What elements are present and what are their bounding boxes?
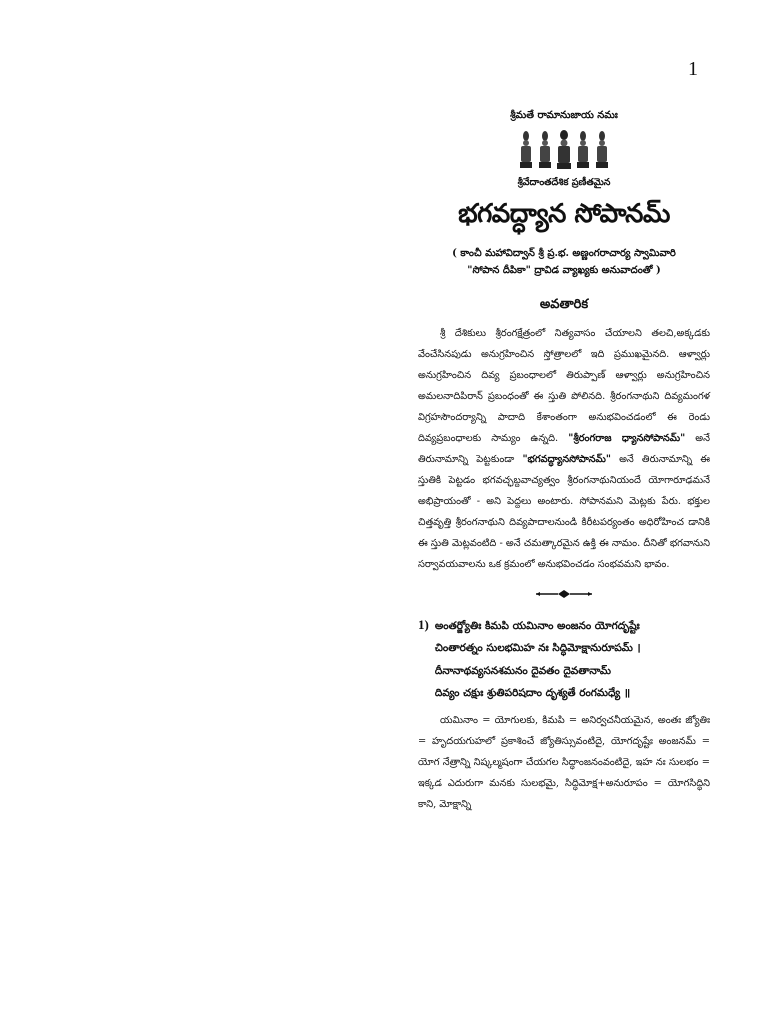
- deity-figure-icon: [594, 130, 610, 170]
- verse-line: అంతర్జ్యోతిః కిమపి యమినాం అంజనం యోగదృష్టేః: [434, 620, 640, 633]
- deity-figure-icon: [518, 130, 534, 170]
- intro-heading: అవతారిక: [539, 296, 589, 312]
- page-number: 1: [688, 58, 698, 80]
- ornament-icon: [536, 589, 592, 599]
- page-content: [418, 108, 710, 825]
- deity-figure-icon: [537, 130, 553, 170]
- verse-line: దివ్యం చక్షుః శ్రుతిపరిషదాం దృశ్యతే రంగమధ్యే ॥: [434, 686, 631, 699]
- verse-line: దీనానాథవ్యసనశమనం దైవతం దైవతానామ్: [434, 664, 611, 677]
- verse-line: చింతారత్నం సులభమిహ నః సిద్ధిమోక్షానురూపమ్ ।: [434, 642, 641, 655]
- intro-bold-2: "భగవద్ధ్యానసోపానమ్": [522, 454, 611, 466]
- subtitle-line-1: ( కాంచీ మహావిద్వాన్ శ్రీ ప్ర.భ. అణ్ణంగరాచార్య స్వామివారి: [452, 247, 676, 259]
- tagline: శ్రీవేదాంతదేశిక ప్రణీతమైన: [517, 176, 611, 188]
- deity-illustration: [418, 130, 710, 170]
- verse-number: 1): [418, 617, 429, 633]
- verse-1: [418, 615, 710, 703]
- verse-meaning: యమినాం = యోగులకు, కిమపి = అనిర్వచనీయమైన, అంతః జ్యోతిః = హృదయగుహలో ప్రకాశించే జ్యోతిస్సువంటిదై, యోగదృష్టేః అంజనమ్ = యోగ నేత్రాన్ని నిష్కల్మషంగా చేయగల సిద్ధాంజనంవంటిదై, ఇహ నః సులభం = ఇక్కడ ఎదురుగా మనకు సులభమై, సిద్ధిమోక్ష+అనురూపం = యోగసిద్ధిని కాని, మోక్షాన్ని: [418, 714, 710, 810]
- verse-lines: [435, 615, 641, 703]
- divider-ornament: [418, 589, 710, 599]
- deity-figure-icon: [575, 130, 591, 170]
- invocation: శ్రీమతే రామానుజాయ నమః: [510, 110, 618, 121]
- intro-text-2: అనే తిరునామాన్ని పెట్టకుండా: [418, 432, 710, 466]
- intro-text-3: అనే తిరునామాన్ని ఈ స్తుతికి పెట్టడం భగవచ్ఛబ్దవాచ్యత్వం శ్రీరంగనాథునియందే యోగారూఢమనే అభిప్రాయంతో - అని పెద్దలు అంటారు. సోపానమని మెట్లకు పేరు. భక్తుల చిత్తవృత్తి శ్రీరంగనాథుని దివ్యపాదాలనుండి కిరీటపర్యంతం అధిరోహించ డానికి ఈ స్తుతి మెట్లవంటిది - అనే చమత్కారమైన ఉక్తి ఈ నామం. దీనితో భగవానుని సర్వావయవాలను ఒక క్రమంలో అనుభవించడం సంభవమని భావం.: [418, 454, 710, 571]
- deity-figure-icon: [556, 130, 572, 170]
- subtitle-line-2: "సోపాన దీపికా" ద్రావిడ వ్యాఖ్యకు అనువాదంతో ): [467, 264, 661, 276]
- intro-paragraph: [418, 323, 710, 576]
- intro-text-1: శ్రీ దేశికులు శ్రీరంగక్షేత్రంలో నిత్యవాసం చేయాలని తలచి,అక్కడకు వేంచేసినపుడు అనుగ్రహించిన స్తోత్రాలలో ఇది ప్రముఖమైనది. ఆళ్వార్లు అనుగ్రహించిన దివ్య ప్రబంధాలలో తిరుప్పాణ్ ఆళ్వార్లు అనుగ్రహించిన అమలనాదిపిరాన్ ప్రబంధంతో ఈ స్తుతి పోలినది. శ్రీరంగనాథుని దివ్యమంగళ విగ్రహసౌందర్యాన్ని పాదాది కేశాంతంగా అనుభవించడంలో ఈ రెండు దివ్యప్రబంధాలకు సామ్యం ఉన్నది.: [418, 327, 710, 444]
- page-title: భగవద్ధ్యాన సోపానమ్: [458, 199, 670, 230]
- intro-bold-1: "శ్రీరంగరాజ ధ్యానసోపానమ్": [568, 432, 686, 444]
